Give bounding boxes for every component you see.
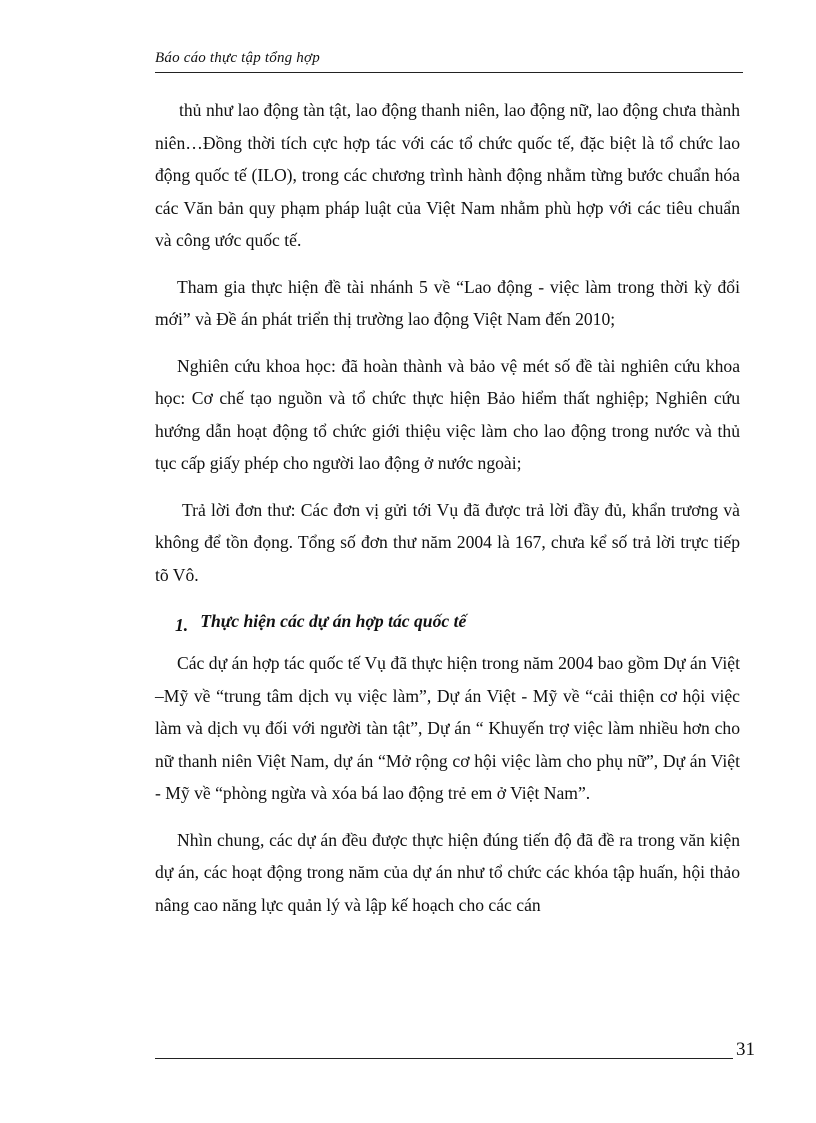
paragraph-projects: Các dự án hợp tác quốc tế Vụ đã thực hiện trong năm 2004 bao gồm Dự án Việt –Mỹ về “trung tâm dịch vụ việc làm”, Dự án Việt - Mỹ về “cải thiện cơ hội việc làm và dịch vụ đối với người tàn tật”, Dự án “ Khuyến trợ việc làm nhiều hơn cho nữ thanh niên Việt Nam, dự án “Mở rộng cơ hội việc làm cho phụ nữ”, Dự án Việt - Mỹ về “phòng ngừa và xóa bá lao động trẻ em ở Việt Nam”. [155,653,740,803]
paragraph-research-topic: Tham gia thực hiện đề tài nhánh 5 về “Lao động - việc làm trong thời kỳ đổi mới” và Đề án phát triển thị trường lao động Việt Nam đến 2010; [155,276,740,329]
paragraph-continuation: thủ như lao động tàn tật, lao động thanh niên, lao động nữ, lao động chưa thành niên…Đồng thời tích cực hợp tác với các tổ chức quốc tế, đặc biệt là tổ chức lao động quốc tế (ILO), trong các chương trình hành động nhằm từng bước chuẩn hóa các Văn bản quy phạm pháp luật của Việt Nam nhằm phù hợp với các tiêu chuẩn và công ước quốc tế. [155,100,740,250]
paragraph-correspondence: Trả lời đơn thư: Các đơn vị gửi tới Vụ đã được trả lời đầy đủ, khẩn trương và không để tồn đọng. Tổng số đơn thư năm 2004 là 167, chưa kể số trả lời trực tiếp tõ Vô. [155,499,740,585]
page-header [155,48,743,73]
header-title: Báo cáo thực tập tổng hợp [155,50,320,66]
section-heading [175,605,740,637]
section-number: 1. [175,615,189,635]
footer-rule [155,1058,733,1059]
section-title: Thực hiện các dự án hợp tác quốc tế [200,611,467,631]
paragraph-scientific-research: Nghiên cứu khoa học: đã hoàn thành và bảo vệ mét số đề tài nghiên cứu khoa học: Cơ chế tạo nguồn và tổ chức thực hiện Bảo hiểm thất nghiệp; Nghiên cứu hướng dẫn hoạt động tổ chức giới thiệu việc làm cho lao động trong nước và thủ tục cấp giấy phép cho người lao động ở nước ngoài; [155,355,740,473]
document-body [155,94,740,935]
paragraph-summary: Nhìn chung, các dự án đều được thực hiện đúng tiến độ đã đề ra trong văn kiện dự án, các hoạt động trong năm của dự án như tổ chức các khóa tập huấn, hội thảo nâng cao năng lực quản lý và lập kế hoạch cho các cán [155,829,740,915]
page-number: 31 [736,1039,755,1060]
